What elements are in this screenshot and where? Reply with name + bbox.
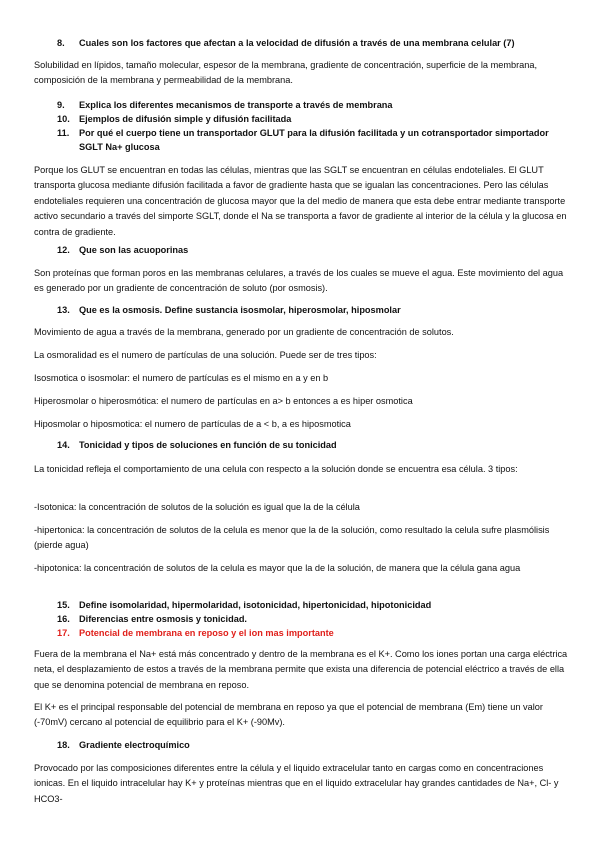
answer-11: Porque los GLUT se encuentran en todas las células, mientras que las SGLT se encuentran en células endoteliales. El GLUT transporta glucosa mediante difusión facilitada a favor de gradiente hasta que se igualan las concentraciones. Pero las células endoteliales requieren una concentración de glucosa mayor que la del medio de manera que esta debe entrar mediante transporte activo secundario a través del simporte SGLT, donde el Na se transporta a favor de gradiente al interior de la célula y la glucosa en contra de gradiente. <box>34 165 567 237</box>
question-16 <box>57 612 567 626</box>
answer-17-membrane-potential: Fuera de la membrana el Na+ está más concentrado y dentro de la membrana es el K+. Como los iones portan una carga eléctrica neta, el desplazamiento de estos a través de la membrana permite que exista una diferencia de potencial eléctrico a través de ella que se denomina potencial de membrana en reposo. <box>34 649 568 690</box>
question-17-highlighted <box>57 626 567 640</box>
answer-13-osmolarity: La osmoralidad es el numero de partículas de una solución. Puede ser de tres tipos: <box>34 350 377 360</box>
question-text: Potencial de membrana en reposo y el ion mas importante <box>79 628 334 638</box>
answer-14-isotonic: -Isotonica: la concentración de solutos de la solución es igual que la de la célula <box>34 502 360 512</box>
question-number: 17. <box>57 628 70 638</box>
answer-13-hyposmotic: Hiposmolar o hiposmotica: el numero de partículas de a < b, a es hiposmotica <box>34 419 351 429</box>
answer-12: Son proteínas que forman poros en las membranas celulares, a través de los cuales se mueve el agua. Este movimiento del agua es generado por un gradiente de concentración de soluto (por osmosis). <box>34 268 564 294</box>
answer-14-hypotonic: -hipotonica: la concentración de solutos de la celula es mayor que la de la solución, de manera que la célula gana agua <box>34 563 521 573</box>
answer-13-isosmotic: Isosmotica o isosmolar: el numero de partículas es el mismo en a y en b <box>34 373 329 383</box>
question-number: 13. <box>57 305 70 315</box>
question-text: Gradiente electroquímico <box>79 740 190 750</box>
question-number: 18. <box>57 740 70 750</box>
question-number: 8. <box>57 38 65 48</box>
question-8 <box>57 36 567 50</box>
question-text: Cuales son los factores que afectan a la velocidad de difusión a través de una membrana celular (7) <box>79 38 515 48</box>
answer-18: Provocado por las composiciones diferentes entre la célula y el liquido extracelular tanto en cargas como en concentraciones ionicas. En el liquido intracelular hay K+ y proteínas mientras que en el liquido extracelular hay grandes cantidades de Na+, Cl- y HCO3- <box>34 763 559 804</box>
question-text: Tonicidad y tipos de soluciones en función de su tonicidad <box>79 440 337 450</box>
question-number: 11. <box>57 128 70 138</box>
question-15 <box>57 598 567 612</box>
question-9 <box>57 98 567 112</box>
question-text: Ejemplos de difusión simple y difusión facilitada <box>79 114 292 124</box>
question-13 <box>57 303 567 317</box>
question-18 <box>57 738 567 752</box>
question-text: Explica los diferentes mecanismos de transporte a través de membrana <box>79 100 393 110</box>
question-text: Define isomolaridad, hipermolaridad, isotonicidad, hipertonicidad, hipotonicidad <box>79 600 432 610</box>
question-number: 9. <box>57 100 65 110</box>
question-text: Diferencias entre osmosis y tonicidad. <box>79 614 247 624</box>
answer-14-intro: La tonicidad refleja el comportamiento de una celula con respecto a la solución donde se encuentra esa célula. 3 tipos: <box>34 464 518 474</box>
question-11 <box>57 126 567 154</box>
question-number: 12. <box>57 245 70 255</box>
question-number: 14. <box>57 440 70 450</box>
question-number: 10. <box>57 114 70 124</box>
question-number: 16. <box>57 614 70 624</box>
question-12 <box>57 243 567 257</box>
question-text: Que son las acuoporinas <box>79 245 189 255</box>
question-text: Que es la osmosis. Define sustancia isosmolar, hiperosmolar, hiposmolar <box>79 305 401 315</box>
answer-13-hyperosmotic: Hiperosmolar o hiperosmótica: el numero de partículas en a> b entonces a es hiper osmotica <box>34 396 413 406</box>
question-text: Por qué el cuerpo tiene un transportador GLUT para la difusión facilitada y un cotransportador simportador SGLT Na+ glucosa <box>79 128 549 152</box>
question-14 <box>57 438 567 452</box>
question-10 <box>57 112 567 126</box>
answer-17-potassium: El K+ es el principal responsable del potencial de membrana en reposo ya que el potencial de membrana (Em) tiene un valor (-70mV) cercano al potencial de equilibrio para el K+ (-90Mv). <box>34 702 543 728</box>
answer-8: Solubilidad en lípidos, tamaño molecular, espesor de la membrana, gradiente de concentración, superficie de la membrana, composición de la membrana y permeabilidad de la membrana. <box>34 60 538 86</box>
answer-14-hypertonic: -hipertonica: la concentración de solutos de la celula es menor que la de la solución, como resultado la celula sufre plasmólisis (pierde agua) <box>34 525 550 551</box>
answer-13-definition: Movimiento de agua a través de la membrana, generado por un gradiente de concentración de solutos. <box>34 327 454 337</box>
question-number: 15. <box>57 600 70 610</box>
